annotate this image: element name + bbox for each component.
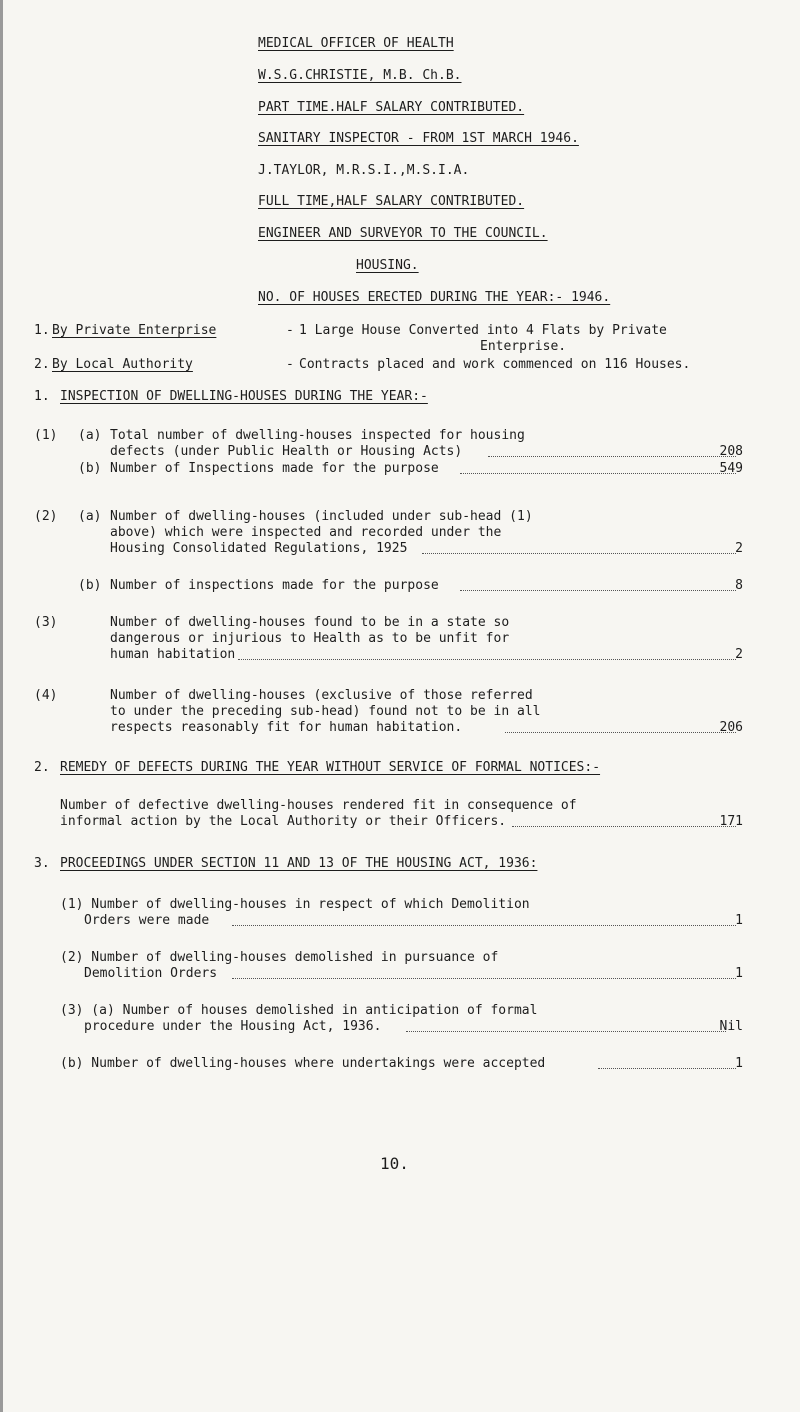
header-line-6: FULL TIME,HALF SALARY CONTRIBUTED. xyxy=(258,194,525,209)
item-4-line-1: Number of dwelling-houses (exclusive of those referred xyxy=(110,688,533,703)
item-2b-value: 8 xyxy=(735,578,743,593)
section-3-item-3a-line-2: procedure under the Housing Act, 1936. xyxy=(84,1019,382,1034)
section-2-title: REMEDY OF DEFECTS DURING THE YEAR WITHOUT SERVICE OF FORMAL NOTICES:- xyxy=(60,760,601,775)
item-4-line-2: to under the preceding sub-head) found not to be in all xyxy=(110,704,541,719)
section-3-item-1-line-1: (1) Number of dwelling-houses in respect of which Demolition xyxy=(60,897,530,912)
section-3-item-3b-value: 1 xyxy=(735,1056,743,1071)
item-1a-line-2: defects (under Public Health or Housing Acts) xyxy=(110,444,463,459)
section-3-item-2-value: 1 xyxy=(735,966,743,981)
erected-item-2-dash: - xyxy=(286,357,294,372)
erected-item-2-label: By Local Authority xyxy=(52,357,193,372)
section-2-line-1: Number of defective dwelling-houses rendered fit in consequence of xyxy=(60,798,577,813)
item-4-key: (4) xyxy=(34,688,58,703)
section-3-title: PROCEEDINGS UNDER SECTION 11 AND 13 OF THE HOUSING ACT, 1936: xyxy=(60,856,538,871)
header-line-4: SANITARY INSPECTOR - FROM 1ST MARCH 1946. xyxy=(258,131,579,146)
section-3-item-2-line-1: (2) Number of dwelling-houses demolished in pursuance of xyxy=(60,950,499,965)
section-3-item-3a-value: Nil xyxy=(719,1019,743,1034)
item-3-key: (3) xyxy=(34,615,58,630)
item-3-value: 2 xyxy=(735,647,743,662)
section-3-number: 3. xyxy=(34,856,50,871)
erected-item-1-text: 1 Large House Converted into 4 Flats by Private xyxy=(299,323,667,338)
header-line-7: ENGINEER AND SURVEYOR TO THE COUNCIL. xyxy=(258,226,548,241)
section-3-item-2-line-2: Demolition Orders xyxy=(84,966,218,981)
item-1a-value: 208 xyxy=(719,444,743,459)
item-2b-sub: (b) xyxy=(78,578,102,593)
section-3-item-3b-line-1: (b) Number of dwelling-houses where undertakings were accepted xyxy=(60,1056,546,1071)
header-line-2: W.S.G.CHRISTIE, M.B. Ch.B. xyxy=(258,68,462,83)
erected-item-1-text-cont: Enterprise. xyxy=(480,339,567,354)
erected-item-1-dash: - xyxy=(286,323,294,338)
houses-erected-text: NO. OF HOUSES ERECTED DURING THE YEAR:- 1946. xyxy=(258,290,611,305)
erected-item-2-text: Contracts placed and work commenced on 116 Houses. xyxy=(299,357,691,372)
leader-dots xyxy=(232,978,736,979)
item-1b-line-1: Number of Inspections made for the purpose xyxy=(110,461,439,476)
header-line-5: J.TAYLOR, M.R.S.I.,M.S.I.A. xyxy=(258,163,470,178)
item-2a-sub: (a) xyxy=(78,509,102,524)
item-3-line-3: human habitation xyxy=(110,647,236,662)
section-1-number: 1. xyxy=(34,389,50,404)
houses-erected-heading xyxy=(258,290,610,306)
erected-item-1-label: By Private Enterprise xyxy=(52,323,217,338)
item-1-key: (1) xyxy=(34,428,58,443)
section-2-line-2: informal action by the Local Authority or their Officers. xyxy=(60,814,507,829)
erected-item-2-number: 2. xyxy=(34,357,50,372)
section-3-item-1-line-2: Orders were made xyxy=(84,913,210,928)
item-4-line-3: respects reasonably fit for human habitation. xyxy=(110,720,463,735)
section-2-number: 2. xyxy=(34,760,50,775)
item-2-key: (2) xyxy=(34,509,58,524)
erected-item-1-number: 1. xyxy=(34,323,50,338)
section-1-title: INSPECTION OF DWELLING-HOUSES DURING THE YEAR:- xyxy=(60,389,428,404)
item-1b-value: 549 xyxy=(719,461,743,476)
section-3-item-3a-line-1: (3) (a) Number of houses demolished in anticipation of formal xyxy=(60,1003,538,1018)
item-3-line-1: Number of dwelling-houses found to be in a state so xyxy=(110,615,510,630)
leader-dots xyxy=(406,1031,726,1032)
item-2b-line-1: Number of inspections made for the purpose xyxy=(110,578,439,593)
housing-heading: HOUSING. xyxy=(356,258,419,273)
page-edge xyxy=(0,0,3,1412)
item-1b-sub: (b) xyxy=(78,461,102,476)
leader-dots xyxy=(232,925,736,926)
item-2a-line-2: above) which were inspected and recorded under the xyxy=(110,525,502,540)
item-3-line-2: dangerous or injurious to Health as to be unfit for xyxy=(110,631,510,646)
leader-dots xyxy=(238,659,736,660)
header-line-3: PART TIME.HALF SALARY CONTRIBUTED. xyxy=(258,100,525,115)
item-2a-line-1: Number of dwelling-houses (included under sub-head (1) xyxy=(110,509,533,524)
header-line-1: MEDICAL OFFICER OF HEALTH xyxy=(258,36,454,51)
section-3-item-1-value: 1 xyxy=(735,913,743,928)
section-2-value: 171 xyxy=(719,814,743,829)
item-4-value: 206 xyxy=(719,720,743,735)
item-1a-line-1: Total number of dwelling-houses inspected for housing xyxy=(110,428,525,443)
item-1a-sub: (a) xyxy=(78,428,102,443)
item-2a-value: 2 xyxy=(735,541,743,556)
item-2a-line-3: Housing Consolidated Regulations, 1925 xyxy=(110,541,408,556)
page-number: 10. xyxy=(380,1154,409,1173)
